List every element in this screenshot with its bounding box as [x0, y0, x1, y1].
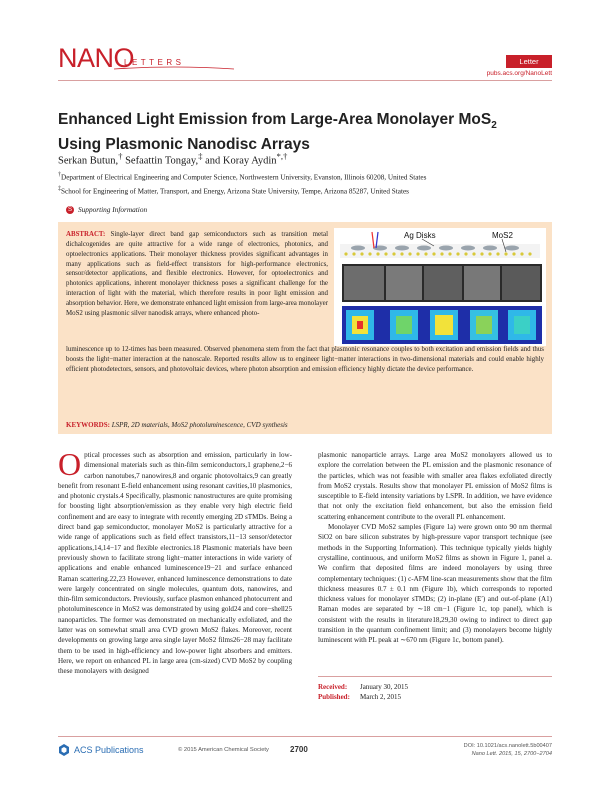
abstract-box	[58, 222, 552, 434]
affiliation: ‡School for Engineering of Matter, Transport, and Energy, Arizona State University, Tempe, Arizona 85287, United States	[58, 186, 409, 196]
published-date: March 2, 2015	[360, 693, 402, 701]
body-paragraph: Monolayer CVD MoS2 samples (Figure 1a) were grown onto 90 nm thermal SiO2 on bare silicon substrates by high-pressure vapor transport technique (see methods in the Supporting Information). This technique typically yields highly crystalline, continuous, and uniform MoS2 films as shown in Figure 1, panel a. We confirm that deposited films are indeed monolayers by using three complementary techniques: (1) c-AFM line-scan measurements show that the film thickness measures 0.7 ± 0.1 nm (Figure 1b), which corresponds to reported thickness values for monolayer sTMDs; (2) in-plane (E′) and out-of-plane (A1) Raman modes are separated by ∼18 cm−1 (Figure 1c, top panel), which is consistent with the results in literature18,29,30 owing to indirect to direct gap transition in the quantum confinement limit; and (3) monolayers become highly luminescent with PL peak at ∼670 nm (Figure 1c, bottom panel).	[318, 523, 552, 645]
copyright-notice: © 2015 American Chemical Society	[178, 747, 269, 753]
article-type-badge: Letter	[506, 55, 552, 68]
article-title: Enhanced Light Emission from Large-Area Monolayer MoS$_2$ Using Plasmonic Nanodisc Arrays	[58, 111, 497, 154]
body-paragraph: plasmonic nanoparticle arrays. Large area MoS2 monolayers allowed us to explore the correlation between the PL emission and the plasmonic resonance of the particles, which was not feasible with smaller area flakes exfoliated directly from MoS2 crystals. Results show that monolayer PL emission of MoS2 films is susceptible to E-field intensity variations by LSPR. In addition, we have evidence that not only the excitation field enhancement, but also the emission field scattering enhancement contribute to the overall PL enhancement.	[318, 451, 552, 521]
received-date: January 30, 2015	[360, 683, 409, 691]
journal-url-link[interactable]: pubs.acs.org/NanoLett	[486, 70, 552, 77]
author-name[interactable]: and Koray Aydin	[202, 155, 277, 167]
body-column-right	[318, 450, 552, 646]
supporting-information-link[interactable]: S Supporting Information	[67, 205, 148, 214]
toc-label-ag-disks: Ag Disks	[404, 231, 436, 240]
abstract-text-continued: luminescence up to 12-times has been measured. Observed phenomena stem from the fact that plasmonic resonance couples to both excitation and emission fields and thus boosts the light−matter interaction at the nanoscale. Reported results allow us to engineer light−matter interactions in two-dimensional materials and could enable highly efficient photodetectors, sensors, and photovoltaic devices, where photon absorption and emission efficiency highly dictate the device performance.	[66, 346, 544, 373]
journal-masthead	[58, 44, 258, 84]
keywords: KEYWORDS: LSPR, 2D materials, MoS2 photoluminescence, CVD synthesis	[66, 421, 288, 429]
body-column-left	[58, 446, 292, 677]
toc-label-mos2: MoS2	[492, 231, 513, 240]
author-list: Serkan Butun,† Sefaattin Tongay,‡ and Koray Aydin*,†	[58, 151, 288, 167]
journal-name: NANO	[58, 43, 135, 73]
drop-cap: O	[58, 446, 82, 482]
journal-subname: LETTERS	[124, 58, 185, 67]
header-divider	[58, 80, 552, 81]
body-paragraph: ptical processes such as absorption and emission, particularly in low-dimensional materials such as thin-film semiconductors,1 graphene,2−6 carbon nanotubes,7 nanowires,8 and organic photovoltaics,9 can greatly benefit from resonant E-field enhancement using resonant cavities,10 plasmonics, and photonic crystals.4 Specifically, plasmonic nanostructures are quite promising for boosting light absorption/emission as they enable very high electric field confinement and are easy to integrate with recently emerging 2D sTMDs. Being a direct band gap semiconductor, monolayer MoS2 is particularly attractive for a wide range of applications such as field effect transistors,11−13 sensor/detector applications,14,14−17 and flexible electronics.18 Plasmonic materials have been previously shown to facilitate strong light−matter interactions in wide variety of applications and enable enhanced luminescence19−21 and surface enhanced Raman scattering.22,23 However, enhanced luminescence demonstrations to date were largely concentrated on single molecules, quantum dots, nanowires, and thin-film semiconductors. Previously, surface plasmon enhanced photocurrent and photoluminescence in MoS2 was demonstrated by using gold24 and core−shell25 nanoparticles. The former was demonstrated on mechanically exfoliated, and the latter was on somewhat small area CVD grown MoS2 flakes. Moreover, recent developments on growing large area single layer MoS2 films26−28 may facilitate them to be used in high-efficiency and low-power light absorbers and emitters. Here, we report on enhanced PL in large area (cm-sized) CVD MoS2 by coupling these monolayers with designed	[58, 451, 292, 676]
supporting-info-icon: S	[67, 206, 72, 213]
author-name[interactable]: Sefaattin Tongay,	[122, 155, 199, 167]
doi-citation[interactable]: DOI: 10.1021/acs.nanolett.5b00407 Nano Lett. 2015, 15, 2700−2704	[463, 743, 552, 757]
acs-publications-logo[interactable]: ACS Publications	[58, 744, 144, 756]
affiliation: †Department of Electrical Engineering and Computer Science, Northwestern University, Evanston, Illinois 60208, United States	[58, 172, 427, 182]
toc-graphic	[334, 228, 546, 346]
acs-hexagon-icon	[58, 744, 70, 756]
page-number: 2700	[290, 745, 308, 754]
publication-dates: Received: January 30, 2015 Published: March 2, 2015	[318, 676, 552, 702]
abstract-text: ABSTRACT: Single-layer direct band gap semiconductors such as transition metal dichalcogenides are quite attractive for a wide range of electronics, photonics, and optoelectronics applications. Their monolayer thickness provides significant advantages in many applications such as field-effect transistors for high-performance electronics, sensor/detector applications, and flexible electronics. However, for optoelectronics and photonics applications, inherent monolayer thickness poses a significant challenge for the interaction of light with the material, which therefore results in poor light emission and absorption behavior. Here, we demonstrate enhanced light emission from large-area monolayer MoS2 using plasmonic silver nanodisk arrays, where enhanced photo-	[66, 231, 329, 317]
footer-divider	[58, 736, 552, 737]
author-name[interactable]: Serkan Butun,	[58, 155, 119, 167]
